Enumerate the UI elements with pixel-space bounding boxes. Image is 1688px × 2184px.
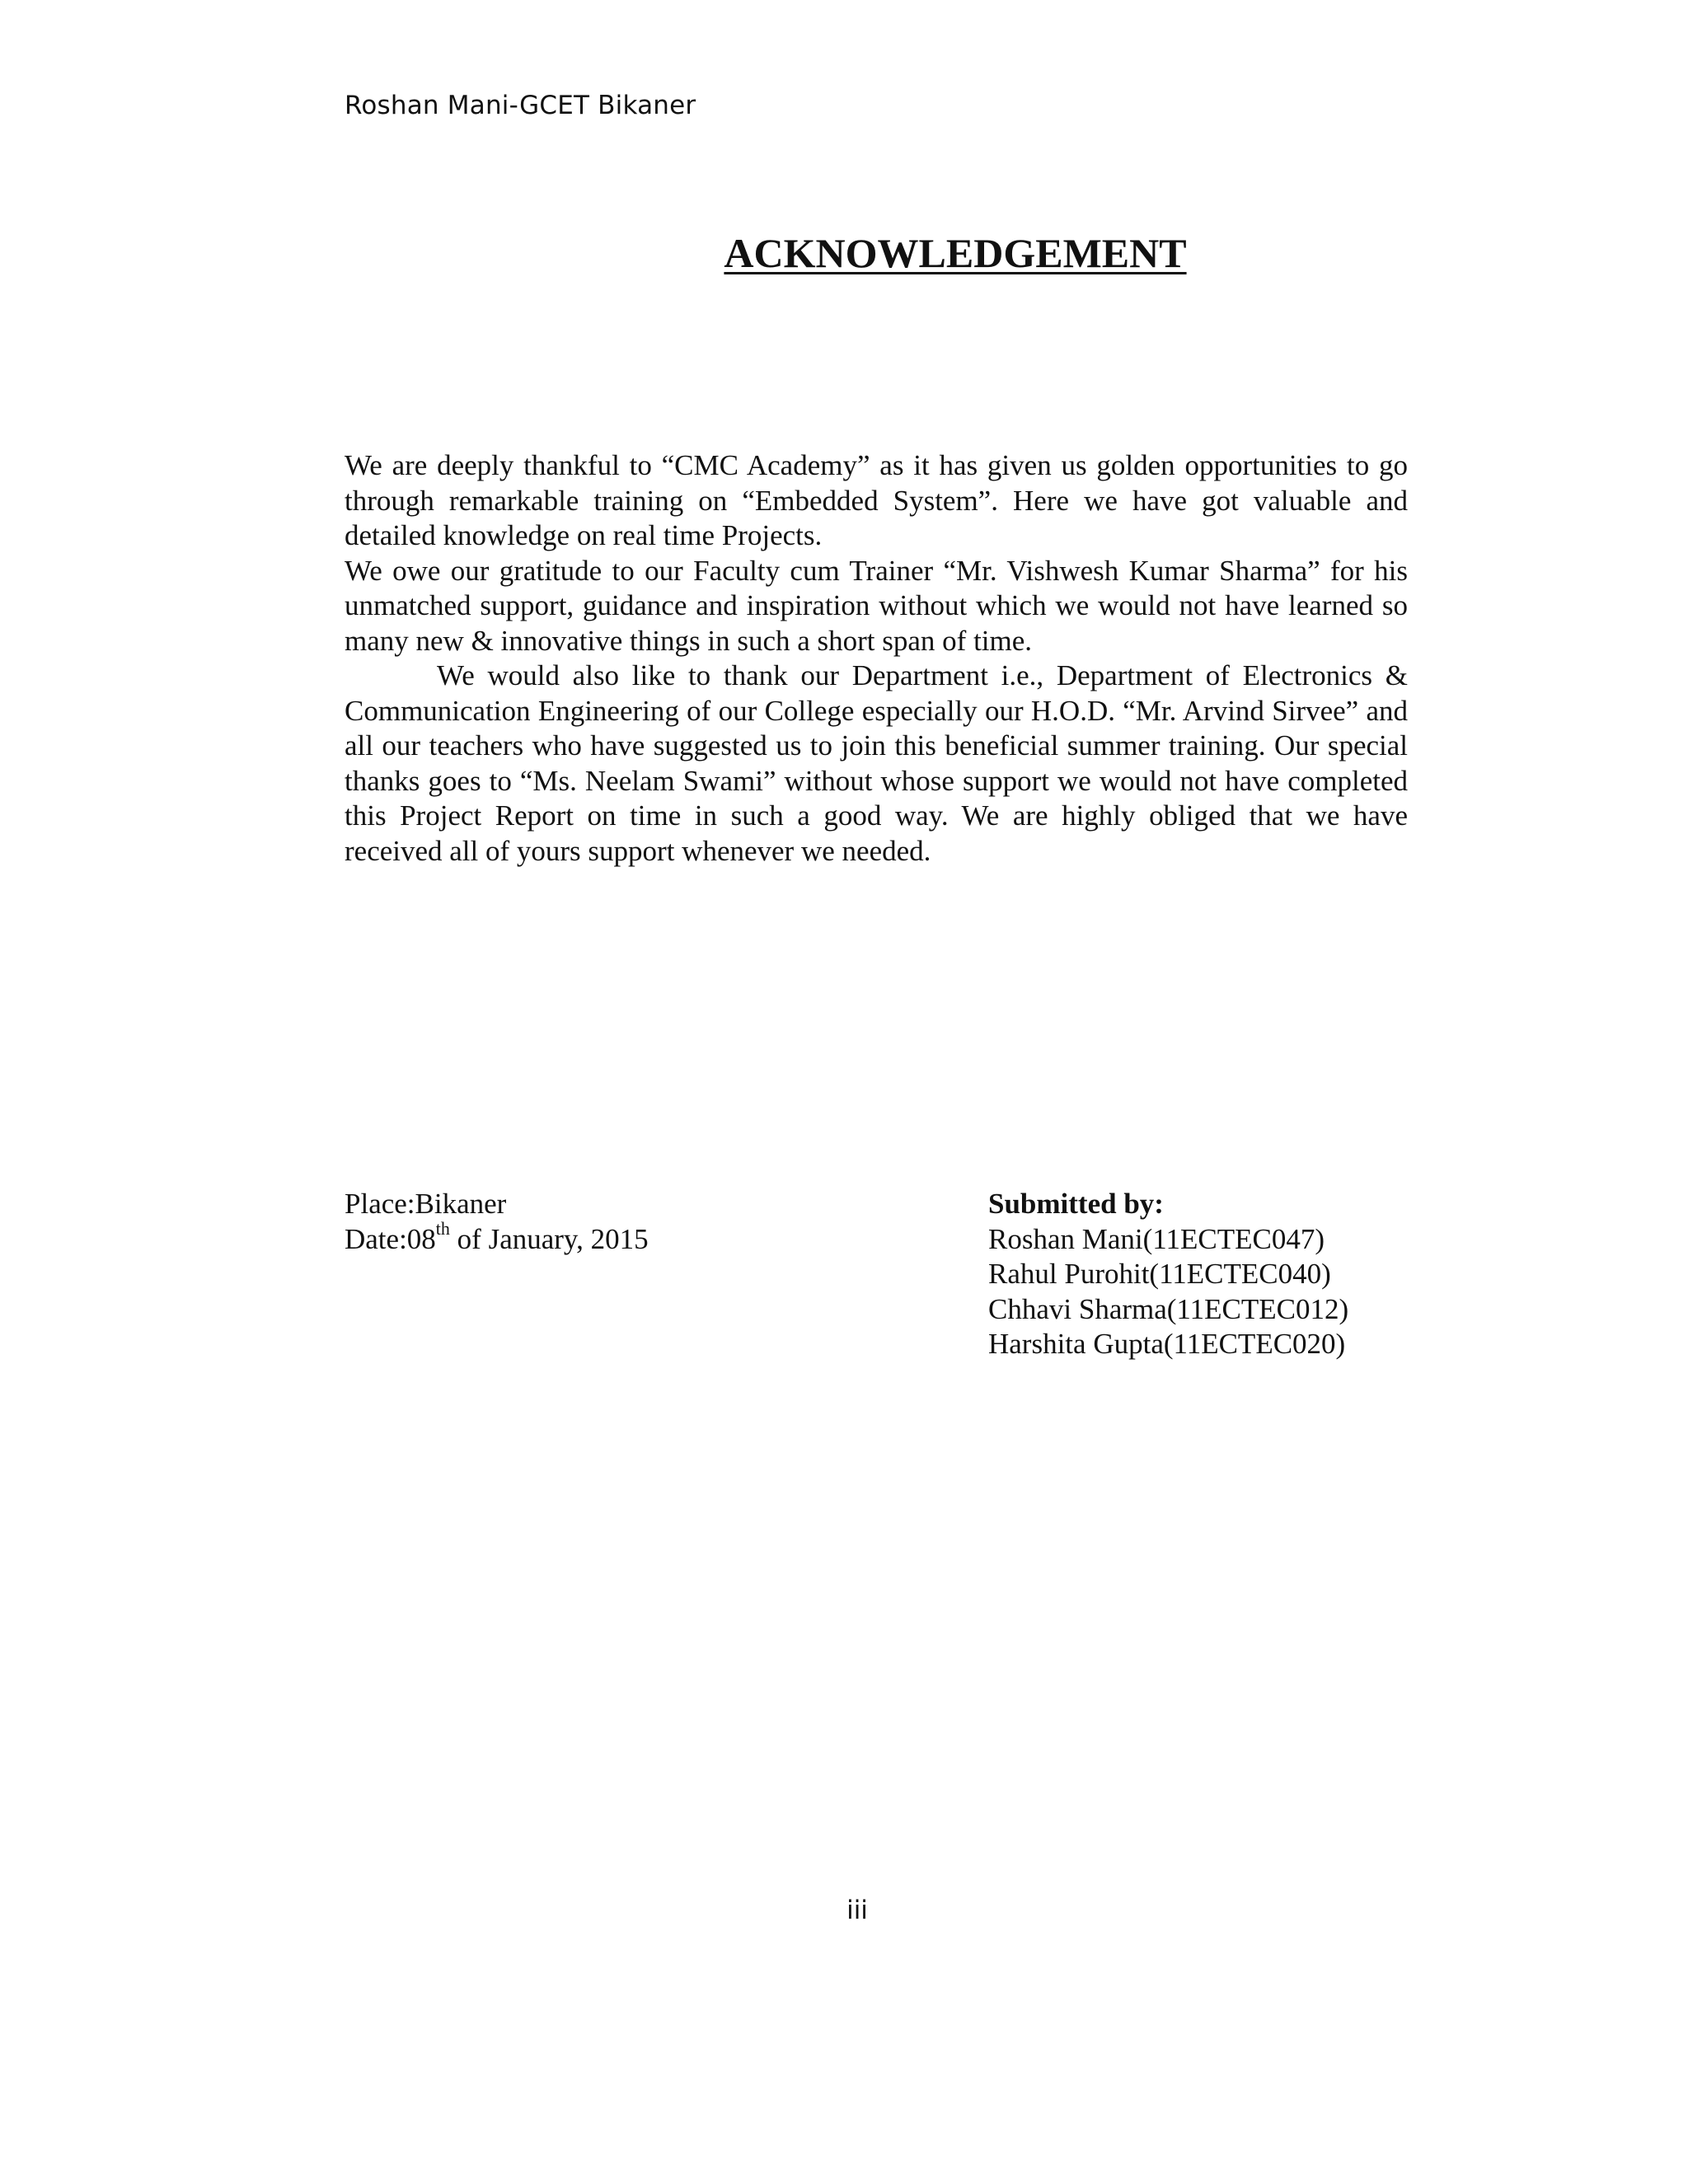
page-number: iii [846, 1896, 868, 1925]
submitted-by-block [988, 1187, 1348, 1362]
date-superscript: th [435, 1217, 450, 1239]
member-name: Roshan Mani(11ECTEC047) [988, 1222, 1325, 1255]
paragraph: We would also like to thank our Department i.e., Department of Electronics & Communication Engineering of our College especially our H.O.D. “Mr. Arvind Sirvee” and all our teachers who have suggested us to join this beneficial summer training. Our special thanks goes to “Ms. Neelam Swami” without whose support we would not have completed this Project Report on time in such a good way. We are highly obliged that we have received all of yours support whenever we needed. [345, 659, 1408, 867]
place-date-block [345, 1187, 649, 1257]
date-suffix: of January, 2015 [449, 1222, 649, 1255]
member-name: Rahul Purohit(11ECTEC040) [988, 1258, 1331, 1290]
running-header: Roshan Mani-GCET Bikaner [345, 91, 696, 120]
paragraph: We owe our gratitude to our Faculty cum Trainer “Mr. Vishwesh Kumar Sharma” for his unmatched support, guidance and inspiration without which we would not have learned so many new & innovative things in such a short span of time. [345, 554, 1408, 657]
member-name: Harshita Gupta(11ECTEC020) [988, 1328, 1346, 1360]
date-prefix: Date:08 [345, 1222, 436, 1255]
member-name: Chhavi Sharma(11ECTEC012) [988, 1292, 1349, 1325]
page-title: ACKNOWLEDGEMENT [724, 230, 1187, 276]
acknowledgement-body [345, 448, 1408, 869]
date-text [345, 1217, 649, 1258]
submitted-by-heading: Submitted by: [988, 1188, 1164, 1220]
paragraph: We are deeply thankful to “CMC Academy” as it has given us golden opportunities to go through remarkable training on “Embedded System”. Here we have got valuable and detailed knowledge on real time Projects. [345, 449, 1408, 551]
place-text: Place:Bikaner [345, 1188, 507, 1220]
